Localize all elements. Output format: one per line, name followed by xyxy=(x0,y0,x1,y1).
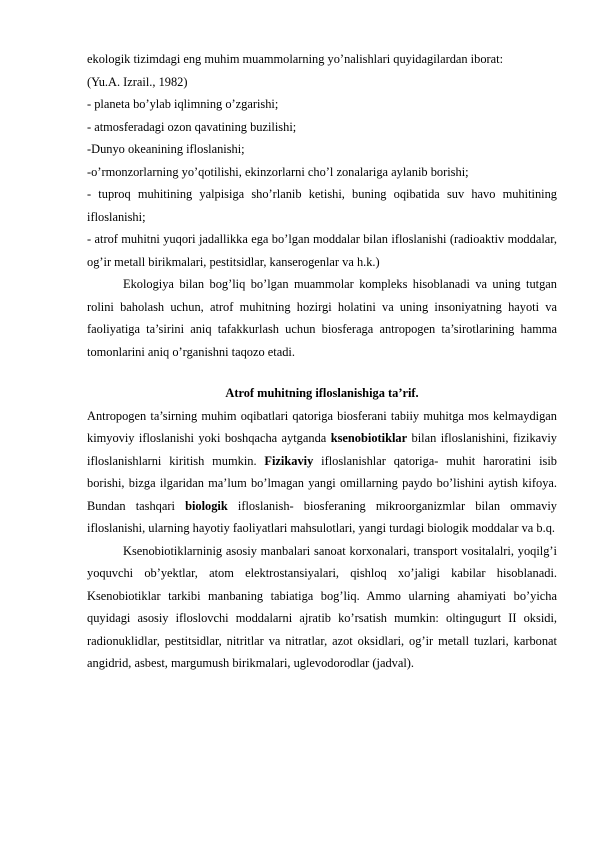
list-item: - planeta bo’ylab iqlimning o’zgarishi; xyxy=(87,97,279,111)
paragraph-ecology: Ekologiya bilan bog’liq bo’lgan muammolar kompleks hisoblanadi va uning tutgan rolini baholash uchun, atrof muhitning hozirgi holatini va uning insoniyatning hayoti va faoliyatiga ta’sirini aniq tafakkurlash uchun biosferaga antropogen ta’sirotlarining hamma tomonlarini aniq o’rganishni taqozo etadi. xyxy=(87,277,557,359)
list-item: - tuproq muhitining yalpisiga sho’rlanib ketishi, buning oqibatida suv havo muhitining ifloslanishi; xyxy=(87,187,557,224)
definition-text: bilan ifloslanishini, fizikaviy ifloslanishlarni kiritish mumkin. xyxy=(87,431,557,468)
term-ksenobiotiklar: ksenobiotiklar xyxy=(330,431,408,445)
term-fizikaviy: Fizikaviy xyxy=(264,453,314,468)
section-heading: Atrof muhitning ifloslanishiga ta’rif. xyxy=(225,386,419,400)
list-item: - atmosferadagi ozon qavatining buzilishi; xyxy=(87,119,297,134)
citation: (Yu.A. Izrail., 1982) xyxy=(87,74,188,89)
document-page xyxy=(87,48,557,675)
list-item: -o’rmonzorlarning yo’qotilishi, ekinzorlarni cho’l zonalariga aylanib borishi; xyxy=(87,164,469,179)
definition-text: ifloslanish- biosferaning mikroorganizmlar bilan ommaviy ifloslanishi, ularning hayotiy faoliyatlari mahsulotlari, yangi turdagi biologik moddalar va b.q. xyxy=(87,498,557,535)
list-item: -Dunyo okeanining ifloslanishi; xyxy=(87,142,245,156)
list-item: - atrof muhitni yuqori jadallikka ega bo’lgan moddalar bilan ifloslanishi (radioaktiv moddalar, og’ir metall birikmalari, pestitsidlar, kanserogenlar va h.k.) xyxy=(87,232,557,269)
term-biologik: biologik xyxy=(185,498,228,513)
definition-paragraph xyxy=(87,405,557,540)
definition-text: ifloslanishlar qatoriga- muhit haroratini isib borishi, bizga ilgaridan ma’lum bo’lmagan yangi omillarning paydo bo’lishini aytish kifoya. Bundan tashqari xyxy=(87,453,557,513)
intro-line: ekologik tizimdagi eng muhim muammolarning yo’nalishlari quyidagilardan iborat: xyxy=(87,52,504,66)
definition-text: Antropogen ta’sirning muhim oqibatlari qatoriga biosferani tabiiy muhitga mos kelmaydigan kimyoviy ifloslanishi yoki boshqacha aytganda xyxy=(87,408,557,445)
paragraph-sources: Ksenobiotiklarninig asosiy manbalari sanoat korxonalari, transport vositalalri, yoqilg’i yoquvchi ob’yektlar, atom elektrostansiyalari, qishloq xo’jaligi kabilar hisoblanadi. Ksenobiotiklar tarkibi manbaning tabiatiga bog’liq. Ammo ularning ahamiyati bo’yicha quyidagi asosiy ifloslovchi moddalarni ajratib ko’rsatish mumkin: oltingugurt II oksidi, radionuklidlar, pestitsidlar, nitritlar va nitratlar, azot oksidlari, og’ir metall tuzlari, karbonat angidrid, asbest, margumush birikmalari, uglevodorodlar (jadval). xyxy=(87,543,557,670)
